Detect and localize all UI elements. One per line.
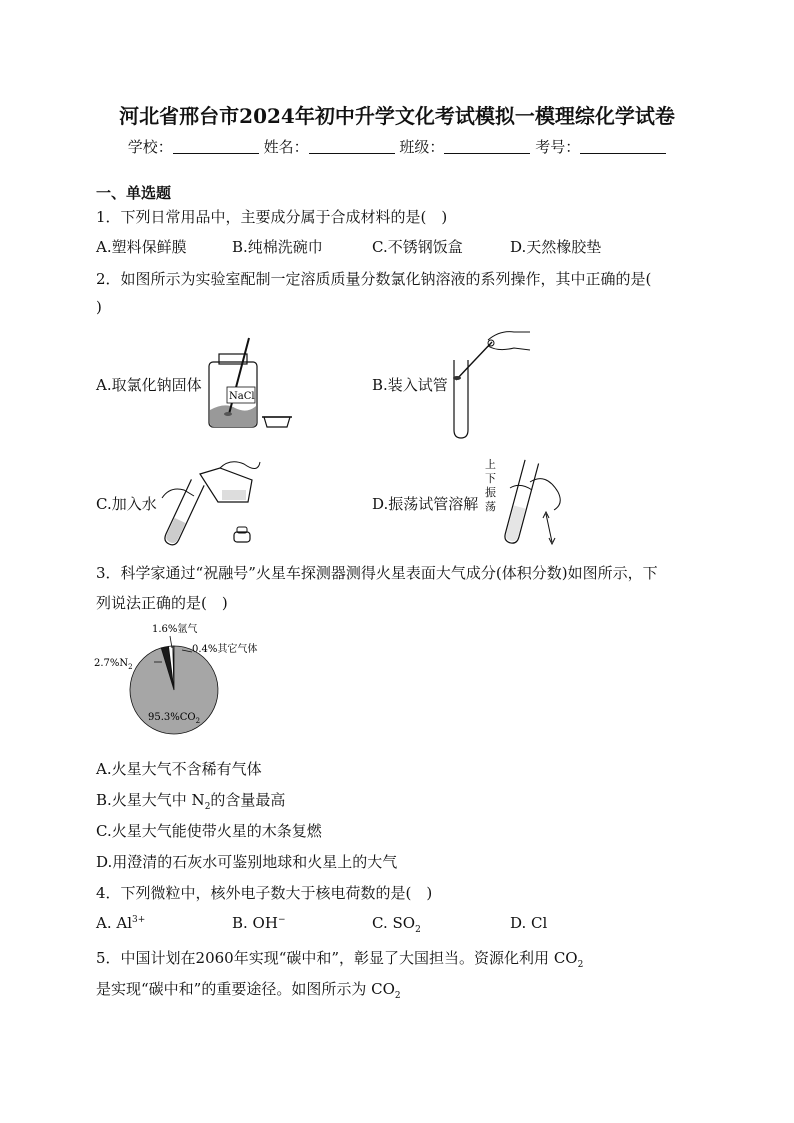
- id-blank: [580, 139, 666, 154]
- name-blank: [309, 139, 395, 154]
- q3-option-b: B.火星大气中 $N_2$的含量最高: [96, 791, 286, 812]
- shake-label-1: 上: [485, 458, 496, 471]
- nacl-label: NaCl: [229, 391, 255, 402]
- figure-shake-tube: [480, 452, 570, 552]
- student-info-row: [0, 136, 794, 157]
- q4-stem: 4．下列微粒中，核外电子数大于核电荷数的是( ): [96, 884, 433, 902]
- q2-option-d: D.振荡试管溶解: [372, 495, 479, 513]
- q2-stem-line2: ): [96, 298, 102, 316]
- q4-option-b: B. OH−: [232, 914, 286, 932]
- figure-add-water: [160, 450, 270, 550]
- q1-option-c: C.不锈钢饭盒: [372, 238, 463, 256]
- school-blank: [173, 139, 259, 154]
- q1-stem: 1．下列日常用品中，主要成分属于合成材料的是( ): [96, 208, 448, 226]
- figure-load-tube: [448, 322, 538, 442]
- class-blank: [444, 139, 530, 154]
- q5-line2: 是实现“碳中和”的重要途径。如图所示为 $CO_2$: [96, 980, 401, 1001]
- q4-option-d: D. Cl: [510, 914, 548, 932]
- q2-option-b: B.装入试管: [372, 376, 448, 394]
- q3-option-a: A.火星大气不含稀有气体: [96, 760, 262, 778]
- id-label: 考号：: [535, 138, 581, 156]
- shake-label-4: 荡: [485, 500, 496, 513]
- q2-option-c: C.加入水: [96, 495, 157, 513]
- q2-option-a: A.取氯化钠固体: [96, 376, 202, 394]
- q4-option-c: C. $SO_2$: [372, 914, 421, 935]
- q2-stem-line1: 2．如图所示为实验室配制一定溶质质量分数氯化钠溶液的系列操作，其中正确的是(: [96, 270, 652, 288]
- name-label: 姓名：: [263, 138, 309, 156]
- q5-line1: 5．中国计划在2060年实现“碳中和”，彰显了大国担当。资源化利用 $CO_2$: [96, 949, 584, 970]
- pie-label-other: 0.4%其它气体: [192, 644, 258, 655]
- pie-label-n2: $2.7\%N_2$: [94, 658, 133, 671]
- mars-atmosphere-pie-chart: [92, 618, 292, 736]
- class-label: 班级：: [399, 138, 445, 156]
- q1-option-d: D.天然橡胶垫: [510, 238, 602, 256]
- q3-option-c: C.火星大气能使带火星的木条复燃: [96, 822, 322, 840]
- section-heading: 一、单选题: [96, 184, 172, 202]
- pie-label-argon: 1.6%氩气: [152, 624, 198, 635]
- shake-label-2: 下: [485, 472, 496, 485]
- shake-label-3: 振: [485, 486, 496, 499]
- page-title: 河北省邢台市2024年初中升学文化考试模拟一模理综化学试卷: [119, 104, 675, 128]
- q1-option-a: A.塑料保鲜膜: [96, 238, 187, 256]
- q4-option-a: A. $Al^{3+}$: [96, 914, 146, 932]
- q1-option-b: B.纯棉洗碗巾: [232, 238, 323, 256]
- q3-option-d: D.用澄清的石灰水可鉴别地球和火星上的大气: [96, 853, 398, 871]
- pie-label-co2: $95.3\%CO_2$: [148, 712, 201, 725]
- q3-stem-line1: 3．科学家通过“祝融号”火星车探测器测得火星表面大气成分(体积分数)如图所示，下: [96, 564, 658, 582]
- school-label: 学校：: [127, 138, 173, 156]
- figure-take-nacl: [205, 332, 295, 432]
- q3-stem-line2: 列说法正确的是( ): [96, 594, 228, 612]
